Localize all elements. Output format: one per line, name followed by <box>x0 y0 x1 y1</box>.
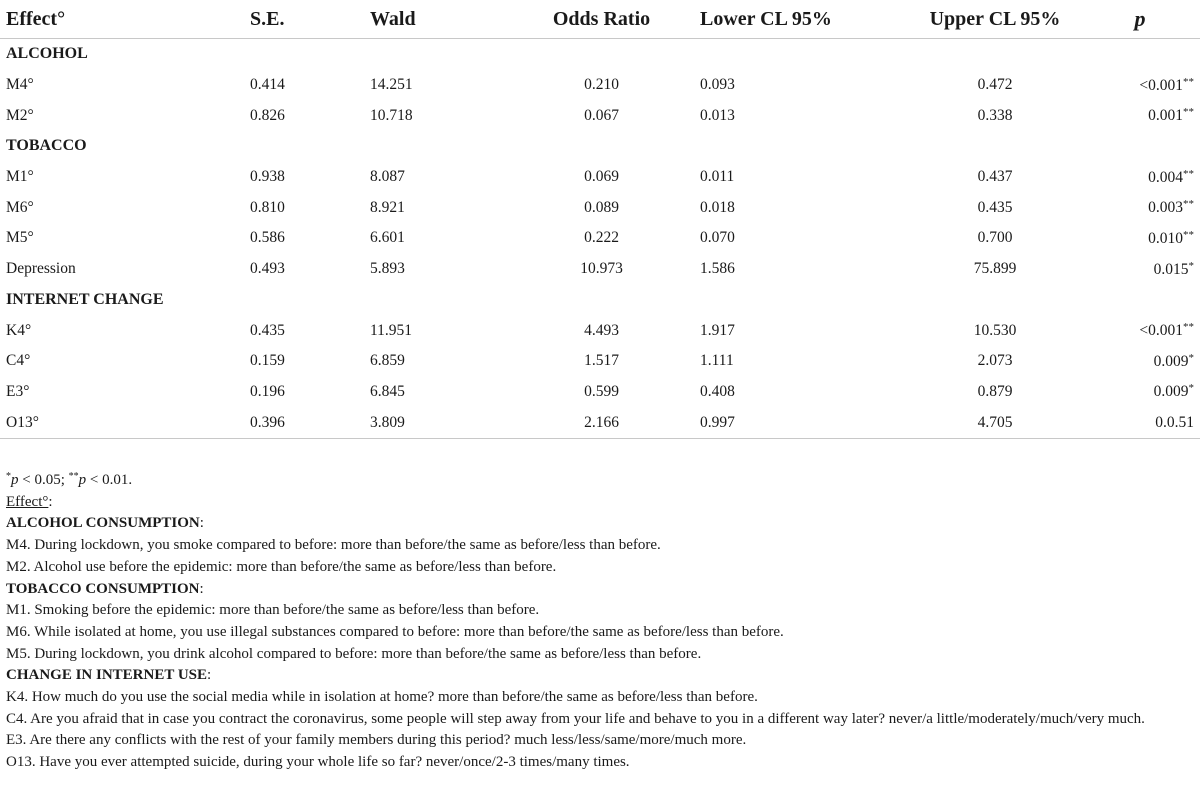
group-label: ALCOHOL <box>6 45 88 63</box>
cell-odds-ratio-value: 4.493 <box>584 321 619 339</box>
cell-effect <box>0 407 250 439</box>
cell-se-value: 0.435 <box>250 321 285 339</box>
cell-upper-cl-value: 4.705 <box>977 413 1013 431</box>
header-odds-ratio: Odds Ratio <box>503 0 700 39</box>
cell-odds-ratio <box>503 377 700 408</box>
cell-odds-ratio-value: 2.166 <box>584 413 619 431</box>
cell-odds-ratio <box>503 192 700 223</box>
group-row-tobacco <box>0 131 1200 162</box>
cell-odds-ratio <box>503 346 700 377</box>
table-row <box>0 315 1200 346</box>
significance-stars: ** <box>1183 75 1194 88</box>
cell-wald <box>370 100 503 131</box>
cell-odds-ratio-value: 10.973 <box>580 260 623 278</box>
cell-se-value: 0.810 <box>250 198 285 216</box>
cell-wald <box>370 407 503 439</box>
footnote-p: p <box>78 472 87 488</box>
cell-effect-value: M5° <box>6 229 34 247</box>
cell-se-value: 0.159 <box>250 352 285 370</box>
table-row <box>0 377 1200 408</box>
cell-upper-cl <box>910 315 1080 346</box>
cell-odds-ratio <box>503 315 700 346</box>
internet-heading-colon: : <box>207 667 212 684</box>
cell-p-value-value: 0.003 <box>1148 199 1183 217</box>
cell-wald <box>370 315 503 346</box>
cell-upper-cl <box>910 377 1080 408</box>
cell-lower-cl-value: 0.408 <box>700 382 735 400</box>
cell-wald-value: 14.251 <box>370 76 413 94</box>
footnote-c4: C4. Are you afraid that in case you contract the coronavirus, some people will step away from your life and behave to you in a different way later? never/a little/moderately/much/very much. <box>6 710 1145 727</box>
cell-se <box>250 407 370 439</box>
cell-se-value: 0.396 <box>250 413 285 431</box>
footnote-m1: M1. Smoking before the epidemic: more than before/the same as before/less than before. <box>6 602 540 619</box>
cell-odds-ratio-value: 0.089 <box>584 198 619 216</box>
significance-note <box>6 466 1194 492</box>
cell-lower-cl <box>700 315 910 346</box>
cell-odds-ratio <box>503 223 700 254</box>
significance-stars: * <box>1188 382 1194 395</box>
cell-lower-cl-value: 0.011 <box>700 168 735 186</box>
cell-p-value-value: 0.010 <box>1148 229 1183 247</box>
header-lower-cl: Lower CL 95% <box>700 0 910 39</box>
cell-upper-cl <box>910 254 1080 285</box>
cell-upper-cl <box>910 407 1080 439</box>
cell-wald <box>370 346 503 377</box>
table-row <box>0 70 1200 101</box>
footnote-p: p <box>11 472 19 488</box>
cell-lower-cl-value: 1.917 <box>700 321 735 339</box>
cell-lower-cl <box>700 162 910 193</box>
cell-p-value <box>1080 100 1200 131</box>
effect-label: Effect° <box>6 493 49 510</box>
cell-p-value <box>1080 254 1200 285</box>
cell-effect-value: M2° <box>6 106 34 124</box>
footnote-m5: M5. During lockdown, you drink alcohol compared to before: more than before/the same as before/less than before. <box>6 645 702 662</box>
cell-lower-cl <box>700 192 910 223</box>
tobacco-heading-text: TOBACCO CONSUMPTION <box>6 580 200 597</box>
cell-odds-ratio <box>503 407 700 439</box>
cell-effect <box>0 223 250 254</box>
cell-p-value <box>1080 192 1200 223</box>
cell-odds-ratio-value: 0.210 <box>584 76 619 94</box>
table-row <box>0 254 1200 285</box>
cell-se-value: 0.493 <box>250 260 285 278</box>
cell-p-value-value: 0.009 <box>1153 352 1189 370</box>
significance-stars: ** <box>1183 198 1194 211</box>
cell-odds-ratio <box>503 70 700 101</box>
tobacco-heading-colon: : <box>199 580 204 597</box>
significance-stars: ** <box>1183 106 1194 119</box>
cell-odds-ratio <box>503 254 700 285</box>
cell-effect-value: K4° <box>6 321 32 339</box>
footnote-star: ** <box>68 471 79 482</box>
table-row <box>0 223 1200 254</box>
cell-se <box>250 223 370 254</box>
cell-p-value-value: <0.001 <box>1139 76 1183 94</box>
effect-legend-label <box>6 492 1194 514</box>
cell-odds-ratio-value: 0.069 <box>584 168 619 186</box>
cell-p-value-value: 0.004 <box>1148 168 1183 186</box>
cell-wald-value: 5.893 <box>370 260 405 278</box>
cell-upper-cl <box>910 70 1080 101</box>
significance-stars: ** <box>1183 228 1194 241</box>
alcohol-heading <box>6 513 1194 535</box>
footnote-m6: M6. While isolated at home, you use illegal substances compared to before: more than before/the same as before/less than before. <box>6 623 784 640</box>
cell-se-value: 0.938 <box>250 168 285 186</box>
table-row <box>0 192 1200 223</box>
footnote-star: * <box>6 471 11 482</box>
internet-heading <box>6 665 1194 687</box>
cell-p-value <box>1080 346 1200 377</box>
cell-odds-ratio-value: 1.517 <box>584 352 619 370</box>
cell-upper-cl-value: 0.700 <box>977 229 1013 247</box>
cell-se <box>250 192 370 223</box>
cell-lower-cl-value: 0.997 <box>700 413 735 431</box>
footnote-m4: M4. During lockdown, you smoke compared to before: more than before/the same as before/less than before. <box>6 537 661 554</box>
cell-upper-cl-value: 2.073 <box>977 352 1013 370</box>
cell-upper-cl <box>910 223 1080 254</box>
cell-effect <box>0 377 250 408</box>
cell-wald <box>370 254 503 285</box>
cell-odds-ratio-value: 0.222 <box>584 229 619 247</box>
cell-upper-cl <box>910 346 1080 377</box>
cell-wald <box>370 223 503 254</box>
cell-p-value-value: 0.015 <box>1153 260 1189 278</box>
cell-se <box>250 254 370 285</box>
header-wald: Wald <box>370 0 503 39</box>
cell-lower-cl <box>700 70 910 101</box>
cell-effect-value: C4° <box>6 352 31 370</box>
cell-lower-cl <box>700 407 910 439</box>
footnote-k4: K4. How much do you use the social media while in isolation at home? more than before/the same as before/less than before. <box>6 689 758 706</box>
cell-effect-value: M1° <box>6 168 34 186</box>
cell-se <box>250 315 370 346</box>
cell-effect <box>0 254 250 285</box>
significance-stars: * <box>1188 259 1194 272</box>
cell-upper-cl-value: 0.435 <box>977 198 1013 216</box>
cell-lower-cl <box>700 346 910 377</box>
header-se: S.E. <box>250 0 370 39</box>
cell-lower-cl-value: 1.111 <box>700 352 734 370</box>
group-label: INTERNET CHANGE <box>6 290 164 308</box>
cell-lower-cl-value: 0.093 <box>700 76 735 94</box>
cell-p-value-value: 0.009 <box>1153 383 1189 401</box>
cell-p-value <box>1080 407 1200 439</box>
cell-lower-cl-value: 0.070 <box>700 229 735 247</box>
cell-upper-cl-value: 0.338 <box>977 106 1013 124</box>
cell-se-value: 0.586 <box>250 229 285 247</box>
significance-stars: ** <box>1183 321 1194 334</box>
cell-upper-cl-value: 0.437 <box>977 168 1013 186</box>
group-row-internet <box>0 285 1200 316</box>
cell-wald <box>370 192 503 223</box>
cell-upper-cl-value: 0.879 <box>977 382 1013 400</box>
cell-effect <box>0 192 250 223</box>
cell-lower-cl <box>700 223 910 254</box>
cell-se <box>250 377 370 408</box>
cell-wald-value: 6.859 <box>370 352 405 370</box>
header-effect: Effect° <box>0 0 250 39</box>
tobacco-heading <box>6 579 1194 601</box>
cell-se <box>250 100 370 131</box>
cell-lower-cl-value: 1.586 <box>700 260 735 278</box>
significance-stars: ** <box>1183 167 1194 180</box>
significance-stars: * <box>1188 351 1194 364</box>
footnote-o13: O13. Have you ever attempted suicide, during your whole life so far? never/once/2-3 times/many times. <box>6 754 630 771</box>
footnote-text: < 0.01. <box>86 472 133 488</box>
footnote-e3: E3. Are there any conflicts with the rest of your family members during this period? much less/less/same/more/much more. <box>6 732 747 749</box>
cell-lower-cl-value: 0.013 <box>700 106 735 124</box>
table-header-row <box>0 0 1200 39</box>
cell-wald <box>370 162 503 193</box>
cell-p-value <box>1080 70 1200 101</box>
cell-wald-value: 6.845 <box>370 382 405 400</box>
cell-effect-value: E3° <box>6 382 30 400</box>
cell-lower-cl <box>700 254 910 285</box>
cell-effect-value: M6° <box>6 198 34 216</box>
internet-heading-text: CHANGE IN INTERNET USE <box>6 667 208 684</box>
footnote-text: < 0.05; <box>18 472 69 488</box>
cell-effect-value: O13° <box>6 413 39 431</box>
cell-p-value <box>1080 377 1200 408</box>
cell-upper-cl <box>910 100 1080 131</box>
footnote-m2: M2. Alcohol use before the epidemic: more than before/the same as before/less than before. <box>6 558 557 575</box>
cell-wald-value: 8.921 <box>370 198 405 216</box>
cell-odds-ratio <box>503 162 700 193</box>
cell-wald-value: 8.087 <box>370 168 405 186</box>
cell-effect <box>0 346 250 377</box>
cell-wald-value: 10.718 <box>370 106 413 124</box>
cell-se <box>250 162 370 193</box>
cell-se-value: 0.196 <box>250 382 285 400</box>
cell-effect <box>0 70 250 101</box>
cell-wald-value: 3.809 <box>370 413 405 431</box>
header-upper-cl: Upper CL 95% <box>910 0 1080 39</box>
cell-effect <box>0 315 250 346</box>
alcohol-heading-colon: : <box>199 515 204 532</box>
effect-colon: : <box>48 493 53 510</box>
cell-wald-value: 11.951 <box>370 321 413 339</box>
cell-wald <box>370 377 503 408</box>
group-label: TOBACCO <box>6 137 87 155</box>
cell-se-value: 0.414 <box>250 76 285 94</box>
cell-odds-ratio <box>503 100 700 131</box>
cell-p-value-value: <0.001 <box>1139 322 1183 340</box>
cell-upper-cl <box>910 162 1080 193</box>
cell-wald <box>370 70 503 101</box>
cell-p-value-value: 0.0.51 <box>1155 414 1194 432</box>
cell-effect-value: M4° <box>6 76 34 94</box>
table-row <box>0 162 1200 193</box>
cell-se-value: 0.826 <box>250 106 285 124</box>
table-row <box>0 407 1200 439</box>
cell-lower-cl <box>700 377 910 408</box>
cell-odds-ratio-value: 0.067 <box>584 106 619 124</box>
cell-lower-cl-value: 0.018 <box>700 198 735 216</box>
cell-upper-cl <box>910 192 1080 223</box>
cell-p-value-value: 0.001 <box>1148 107 1183 125</box>
cell-se <box>250 346 370 377</box>
cell-p-value <box>1080 315 1200 346</box>
cell-p-value <box>1080 162 1200 193</box>
cell-upper-cl-value: 10.530 <box>973 321 1017 339</box>
cell-effect <box>0 162 250 193</box>
cell-odds-ratio-value: 0.599 <box>584 382 619 400</box>
cell-upper-cl-value: 0.472 <box>977 76 1013 94</box>
header-p-value: p <box>1080 0 1200 39</box>
alcohol-heading-text: ALCOHOL CONSUMPTION <box>6 515 200 532</box>
cell-p-value <box>1080 223 1200 254</box>
table-row <box>0 100 1200 131</box>
cell-se <box>250 70 370 101</box>
table-footnotes <box>6 466 1194 774</box>
cell-lower-cl <box>700 100 910 131</box>
cell-upper-cl-value: 75.899 <box>973 260 1017 278</box>
table-row <box>0 346 1200 377</box>
cell-effect-value: Depression <box>6 260 76 278</box>
group-row-alcohol <box>0 39 1200 70</box>
cell-wald-value: 6.601 <box>370 229 405 247</box>
cell-effect <box>0 100 250 131</box>
